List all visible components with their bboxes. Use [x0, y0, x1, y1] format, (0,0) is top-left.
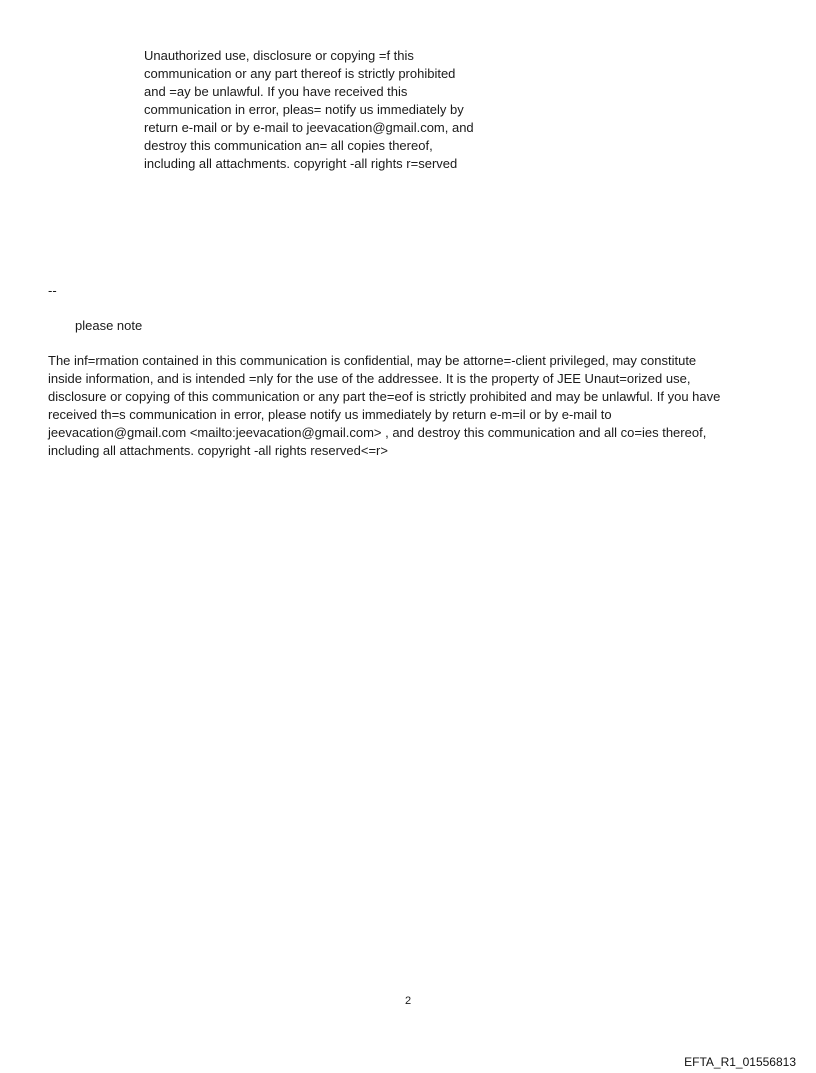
notice-line: disclosure or copying of this communication or any part the=eof is strictly prohibited and may be unlawful. If you have: [48, 389, 721, 404]
please-note-heading: please note: [75, 318, 143, 333]
signature-separator: --: [48, 283, 57, 298]
disclaimer-line: and =ay be unlawful. If you have received this: [144, 84, 408, 99]
notice-line: including all attachments. copyright -all rights reserved<=r>: [48, 443, 388, 458]
disclaimer-line: return e-mail or by e-mail to jeevacation@gmail.com, and: [144, 120, 474, 135]
notice-line: received th=s communication in error, please notify us immediately by return e-m=il or by e-mail to: [48, 407, 612, 422]
disclaimer-line: destroy this communication an= all copies thereof,: [144, 138, 433, 153]
notice-line: jeevacation@gmail.com <mailto:jeevacation@gmail.com> , and destroy this communication and all co=ies thereof,: [48, 425, 707, 440]
disclaimer-line: communication in error, pleas= notify us immediately by: [144, 102, 464, 117]
notice-line: The inf=rmation contained in this communication is confidential, may be attorne=-client privileged, may constitute: [48, 353, 697, 368]
notice-line: inside information, and is intended =nly for the use of the addressee. It is the property of JEE Unaut=orized use,: [48, 371, 691, 386]
disclaimer-line: including all attachments. copyright -all rights r=served: [144, 156, 458, 171]
disclaimer-line: communication or any part thereof is strictly prohibited: [144, 66, 456, 81]
page-number: 2: [404, 995, 412, 1007]
indented-disclaimer: [144, 47, 474, 173]
document-id: EFTA_R1_01556813: [684, 1055, 796, 1069]
confidentiality-notice: [48, 352, 720, 460]
disclaimer-line: Unauthorized use, disclosure or copying =f this: [144, 48, 414, 63]
